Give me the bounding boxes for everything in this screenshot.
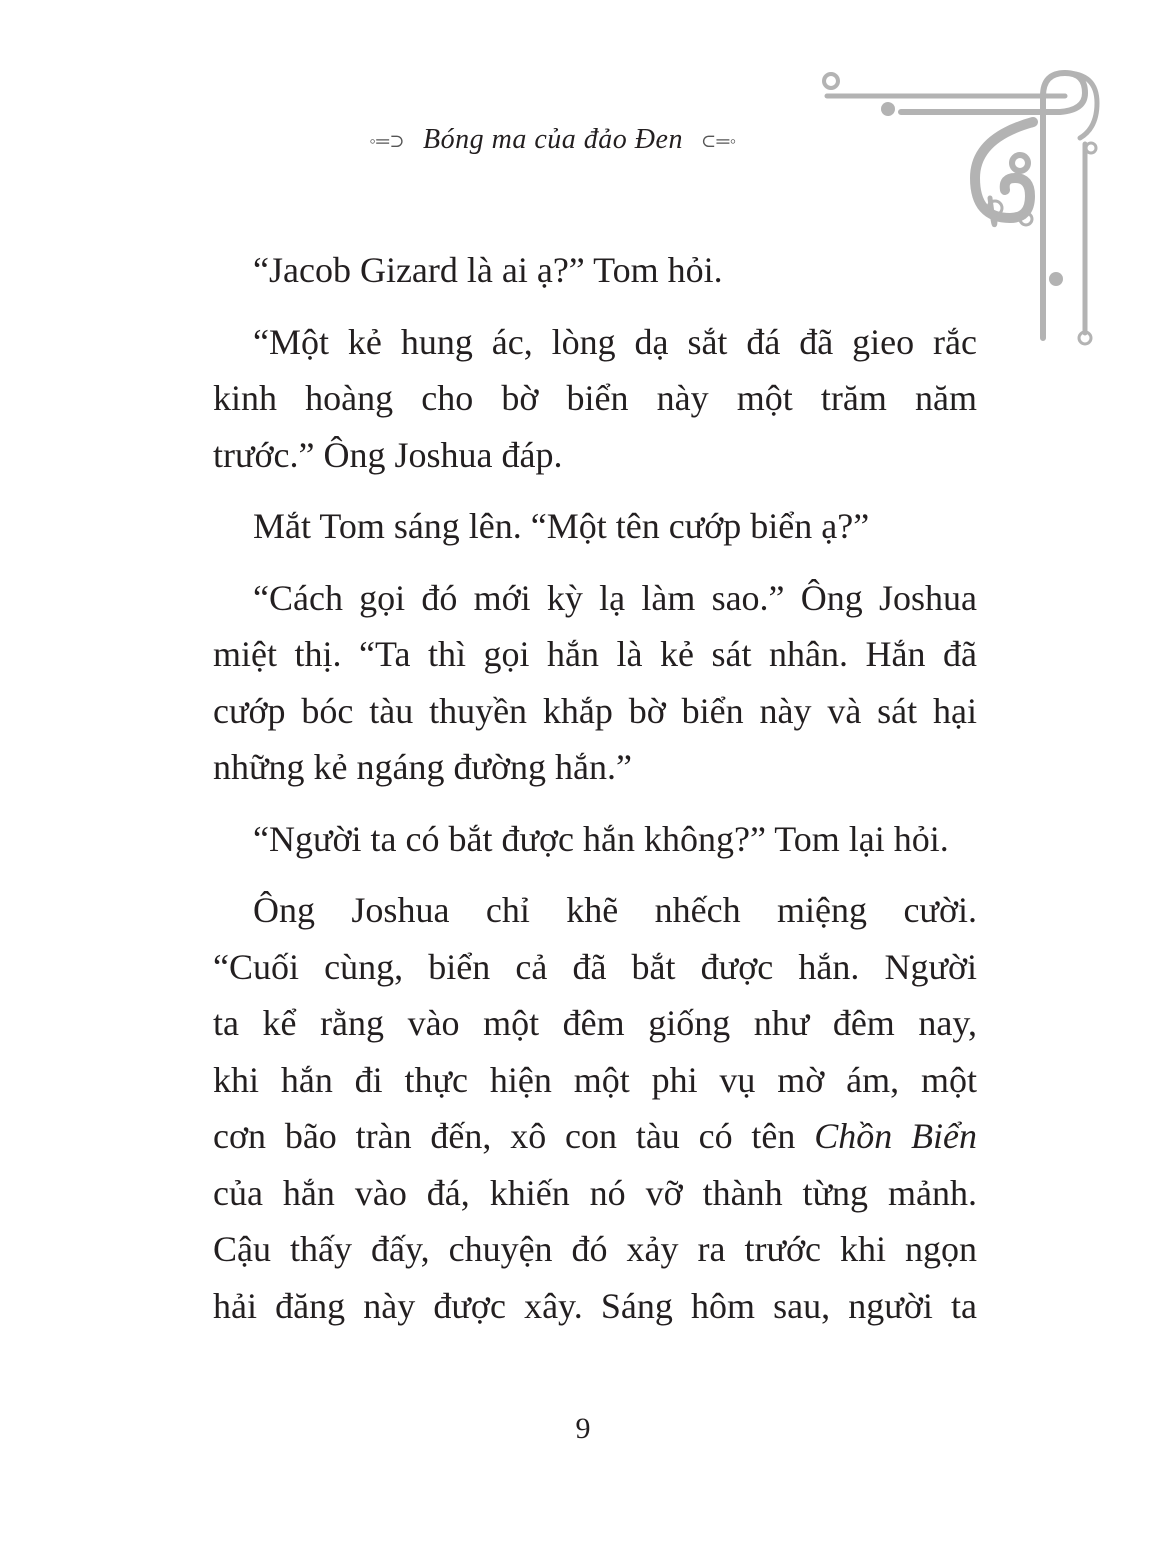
text-line: trước.” Ông Joshua đáp. (213, 434, 563, 475)
text-line: ta kể rằng vào một đêm giống như đêm nay, (213, 1003, 977, 1043)
text-line: “Cuối cùng, biển cả đã bắt được hắn. Người (213, 946, 977, 987)
ornament-left-icon: ◦═⊃ (369, 131, 406, 152)
text-line: khi hắn đi thực hiện một phi vụ mờ ám, một (213, 1059, 977, 1100)
text-line (213, 1108, 977, 1165)
text-line: miệt thị. “Ta thì gọi hắn là kẻ sát nhân. Hắn đã (213, 634, 977, 674)
text-line: “Một kẻ hung ác, lòng dạ sắt đá đã gieo rắc (253, 321, 977, 362)
paragraph (213, 498, 977, 555)
paragraph (213, 242, 977, 299)
text-segment: cơn bão tràn đến, xô con tàu có tên (213, 1116, 815, 1156)
text-line: của hắn vào đá, khiến nó vỡ thành từng mảnh. (213, 1172, 977, 1213)
page-number: 9 (575, 1412, 591, 1445)
ship-name: Chồn Biển (814, 1116, 978, 1156)
text-line: “Cách gọi đó mới kỳ lạ làm sao.” Ông Joshua (253, 577, 977, 618)
paragraph (213, 314, 977, 484)
text-line: những kẻ ngáng đường hắn.” (213, 747, 632, 787)
text-line: hải đăng này được xây. Sáng hôm sau, người ta (213, 1285, 977, 1326)
paragraph (213, 882, 977, 1334)
ornament-right-icon: ⊂═◦ (700, 131, 737, 152)
text-line: cướp bóc tàu thuyền khắp bờ biển này và sát hại (213, 690, 977, 731)
text-line: kinh hoàng cho bờ biển này một trăm năm (213, 378, 977, 418)
text-line: “Người ta có bắt được hắn không?” Tom lại hỏi. (253, 818, 949, 859)
book-title: Bóng ma của đảo Đen (423, 124, 683, 155)
body-text (213, 242, 977, 1349)
text-line: “Jacob Gizard là ai ạ?” Tom hỏi. (253, 250, 723, 290)
paragraph (213, 811, 977, 868)
paragraph (213, 570, 977, 796)
text-line: Ông Joshua chỉ khẽ nhếch miệng cười. (253, 890, 977, 930)
text-line: Mắt Tom sáng lên. “Một tên cướp biển ạ?” (253, 506, 870, 546)
text-line: Cậu thấy đấy, chuyện đó xảy ra trước khi ngọn (213, 1229, 977, 1269)
